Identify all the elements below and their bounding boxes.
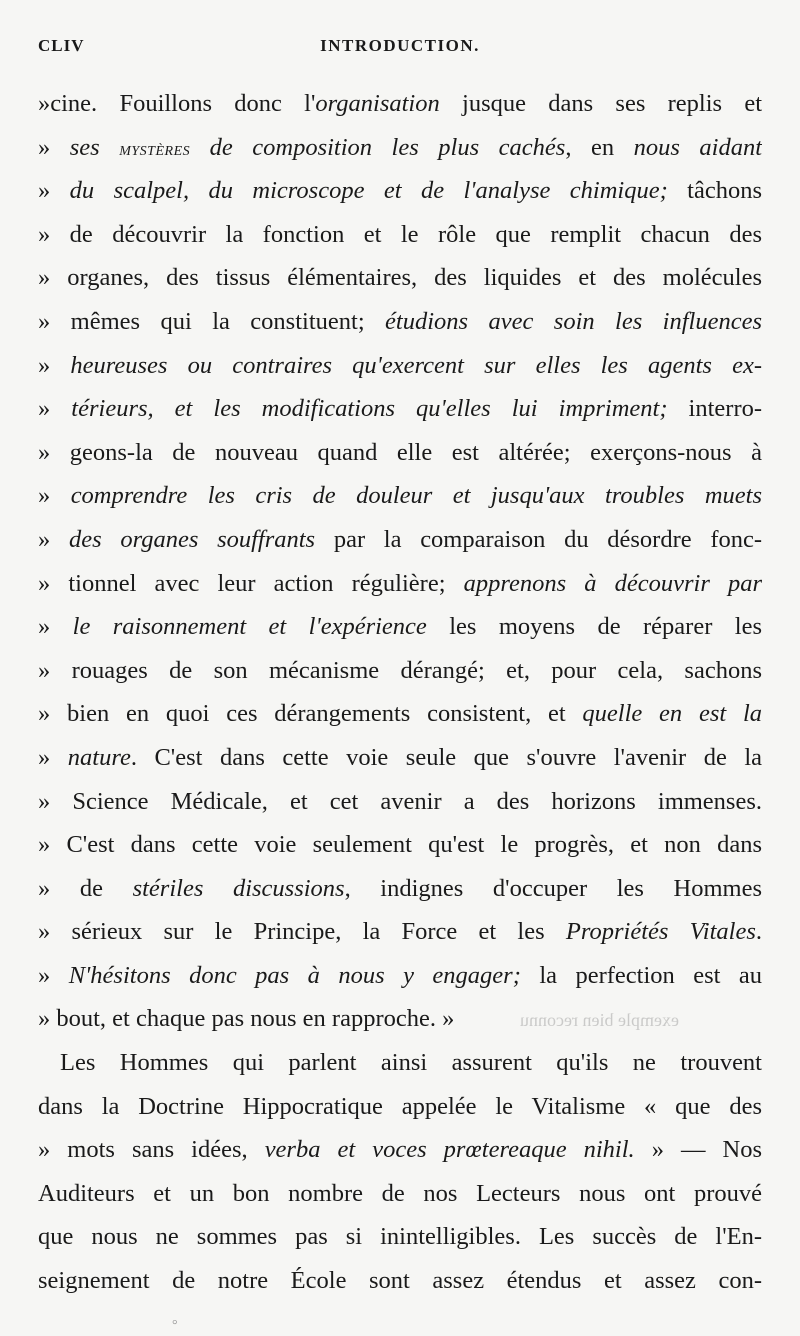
text-line [38,126,762,170]
italic-text: comprendre les cris de douleur et jusqu'aux troubles muets [70,482,762,510]
text-line [38,169,762,213]
italic-text: ses [69,133,120,161]
roman-text: » bout, et chaque pas nous en rapproche. » [38,1005,455,1033]
text-line [38,82,762,126]
running-title: INTRODUCTION. [320,36,480,55]
italic-text: apprenons à découvrir par [463,569,762,597]
italic-text: organisation [315,90,440,117]
roman-text: » de [38,874,133,902]
italic-text: nature [67,743,131,771]
page-number: CLIV [38,36,85,55]
roman-text: » [38,482,71,510]
roman-text: » organes, des tissus élémentaires, des liquides et des molécules [38,264,762,292]
roman-text: » mots sans idées, [38,1136,265,1164]
text-line [38,736,762,780]
text-line [38,692,762,736]
roman-text: » C'est dans cette voie seulement qu'est le progrès, et non dans [38,831,762,859]
roman-text: » [38,613,73,641]
roman-text: » geons-la de nouveau quand elle est altérée; exerçons-nous à [38,438,762,466]
text-line [38,1215,762,1259]
text-line [38,910,762,954]
page-header [38,36,762,60]
roman-text: » rouages de son mécanisme dérangé; et, pour cela, sachons [38,656,762,684]
roman-text: » [38,133,70,161]
small-caps-text: mystères [119,137,191,160]
roman-text: » Science Médicale, et cet avenir a des horizons immenses. [38,787,762,815]
text-line [38,431,762,475]
italic-text: verba et voces prœtereaque nihil. [264,1136,635,1164]
roman-text: » [38,525,69,553]
roman-text: » [38,395,72,423]
text-line [38,823,762,867]
roman-text: par la comparaison du désordre fonc- [315,525,762,553]
roman-text: » — Nos [634,1136,762,1164]
roman-text: » mêmes qui la constituent; [38,307,386,335]
roman-text: , en [565,133,634,161]
roman-text: , indignes d'occuper les Hommes [344,874,762,902]
text-line [38,256,762,300]
roman-text: » [38,961,69,989]
roman-text: Les Hommes qui parlent ainsi assurent qu'ils ne trouvent [60,1049,762,1077]
italic-text: térieurs, et les modifications qu'elles lui impriment; [71,395,668,423]
text-line [38,1172,762,1216]
italic-text: de composition les plus cachés [190,133,566,161]
italic-text: le raisonnement et l'expérience [72,613,427,641]
text-line [38,344,762,388]
text-line [38,387,762,431]
roman-text: interro- [667,395,762,423]
italic-text: quelle en est la [582,700,762,728]
roman-text: » sérieux sur le Principe, la Force et les [38,918,566,946]
page-footer-mark: ° [172,1318,178,1333]
bleed-through-mark: exemple bien reconnu [520,1010,679,1030]
roman-text: que nous ne sommes pas si inintelligibles. Les succès de l'En- [38,1223,762,1251]
text-line [38,780,762,824]
roman-text: » [38,177,70,205]
text-line [38,300,762,344]
roman-text: dans la Doctrine Hippocratique appelée le Vitalisme « que des [38,1092,762,1120]
italic-text: du scalpel, du microscope et de l'analyse chimique; [69,177,668,205]
roman-text: » de découvrir la fonction et le rôle que remplit chacun des [38,220,762,248]
roman-text: »cine. Fouillons donc l' [38,90,316,117]
italic-text: Propriétés Vitales [565,918,756,946]
text-line [38,1085,762,1129]
roman-text: » [38,351,71,379]
text-line [38,954,762,998]
roman-text: les moyens de réparer les [426,613,762,641]
roman-text: tâchons [667,177,762,205]
text-line [38,867,762,911]
body-text [38,82,762,1303]
roman-text: la perfection est au [520,961,762,989]
italic-text: stériles discussions [132,874,345,902]
roman-text: Auditeurs et un bon nombre de nos Lecteurs nous ont prouvé [38,1179,762,1207]
text-line [38,649,762,693]
text-line [38,1128,762,1172]
italic-text: des organes souffrants [68,525,316,553]
roman-text: . C'est dans cette voie seule que s'ouvre l'avenir de la [130,743,762,771]
italic-text: nous aidant [633,133,762,161]
text-line [38,562,762,606]
italic-text: heureuses ou contraires qu'exercent sur elles les agents ex- [70,351,762,379]
text-line [38,474,762,518]
roman-text: » tionnel avec leur action régulière; [38,569,464,597]
text-line [38,213,762,257]
italic-text: étudions avec soin les influences [385,307,762,335]
text-line [38,1041,762,1085]
roman-text: » [38,743,68,771]
text-line [38,518,762,562]
roman-text: » bien en quoi ces dérangements consistent, et [38,700,583,728]
text-line [38,605,762,649]
italic-text: N'hésitons donc pas à nous y engager; [68,961,521,989]
text-line [38,1259,762,1303]
roman-text: seignement de notre École sont assez étendus et assez con- [38,1267,762,1295]
roman-text: jusque dans ses replis et [439,90,762,117]
roman-text: . [755,918,762,946]
